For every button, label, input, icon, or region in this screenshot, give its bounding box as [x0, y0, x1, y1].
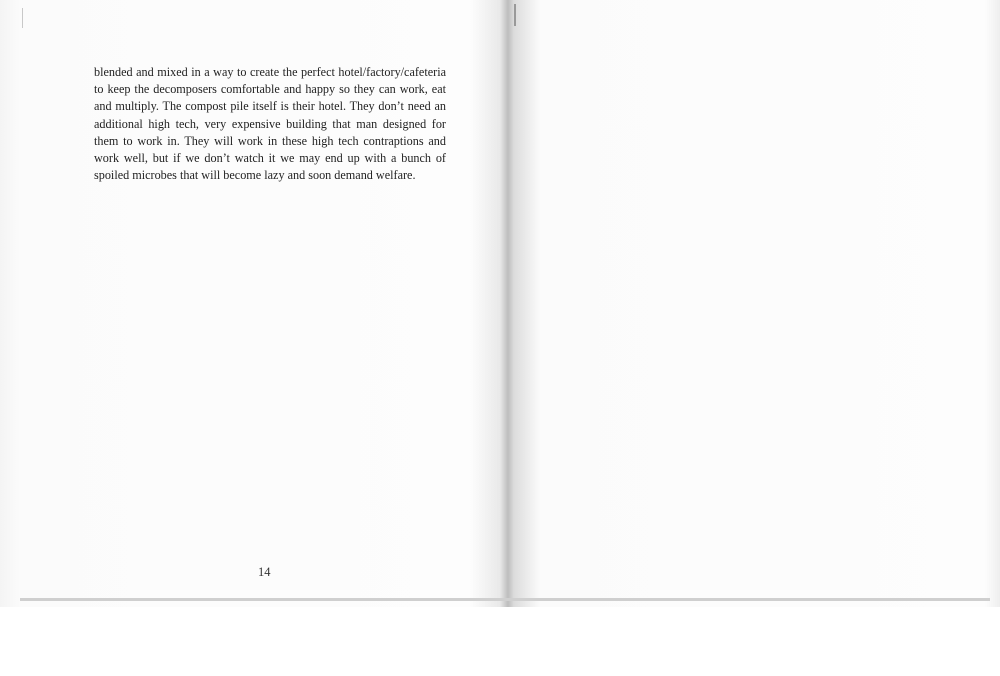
left-page	[0, 0, 500, 607]
left-paragraph: blended and mixed in a way to create the perfect hotel/factory/cafeteria to keep the decomposers comfortable and happy so they can work, eat and multiply. The compost pile itself is their hotel. They don’t need an additional high tech, very expensive building that man designed for them to work in. They will work in these high tech contraptions and work well, but if we don’t watch it we may end up with a bunch of spoiled microbes that will become lazy and soon demand welfare.	[94, 65, 446, 183]
page-number-left: 14	[258, 565, 271, 579]
right-page	[510, 0, 1000, 607]
left-page-body	[94, 64, 446, 184]
bottom-edge-shadow	[20, 598, 990, 601]
